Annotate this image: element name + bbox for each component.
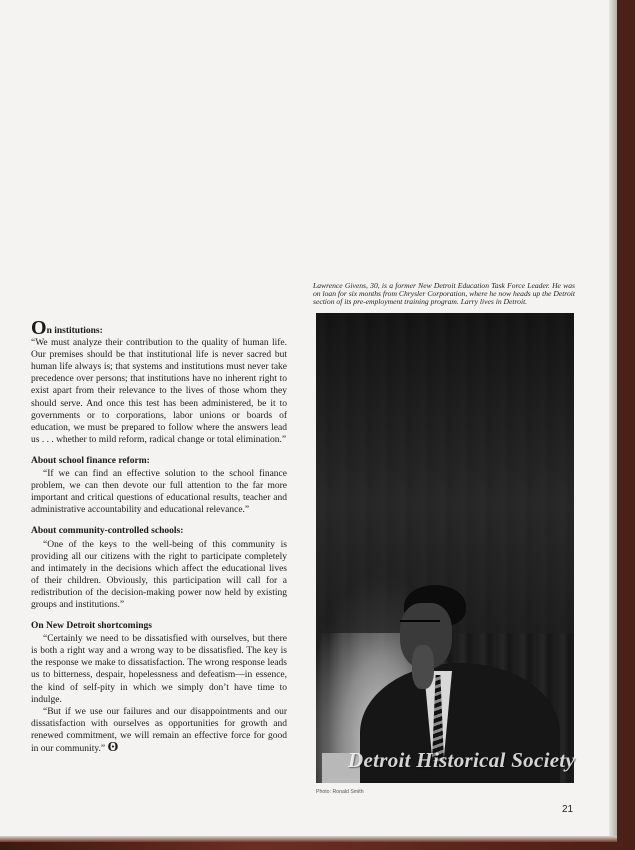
section-community-heading: About community-controlled schools: [31,526,184,537]
section-shortcomings-heading: On New Detroit shortcomings [31,621,152,632]
section-shortcomings-text-1: “Certainly we need to be dissatisfied with ourselves, but there is both a right way and a wrong way to be dissatisfied. The key is the response we make to dissatisfaction. The wrong response leads us to bitterness, despair, hopelessness and defeatism—in essence, the kind of self-pity in which we simply don’t have time to indulge. [31,634,287,705]
end-mark-icon: ʘ [107,740,119,755]
section-institutions-text: “We must analyze their contribution to the quality of human life. Our premises should be that institutional life is never sacred but human life always is; that systems and institutions must never take precedence over persons; that institutions have no inherent right to exist apart from their relevance to the lives of those whom they should serve. And once this test has been administered, be it to governments or to corporations, labor unions or boards of education, we must be prepared to follow where the answers lead us . . . whether to mild reform, radical change or total elimination.” [31,338,287,445]
page-bottom-edge [0,836,617,842]
photo-caption: Lawrence Givens, 30, is a former New Detroit Education Task Force Leader. He was on loan for six months from Chrysler Corporation, where he now heads up the Detroit section of its pre-employment training program. Larry lives in Detroit. [313,281,575,307]
page-number: 21 [562,804,574,815]
photo-subject-glasses [400,620,440,630]
section-finance-text: “If we can find an effective solution to the school finance problem, we can then devote our full attention to the far more important and critical questions of educational results, teacher and administrative accountability and educational relevance.” [31,469,287,516]
photo-subject-hand [412,645,434,689]
drop-cap: O [31,317,47,339]
portrait-photo [316,313,574,783]
section-community-text: “One of the keys to the well-being of this community is providing all our citizens with the right to participate completely and intimately in the decisions which affect the educational lives of their children. Obviously, this participation will call for a redistribution of the decision-making power now held by existing groups and institutions.” [31,539,287,610]
watermark: Detroit Historical Society [348,748,576,772]
section-shortcomings-text-2 [31,706,287,755]
section-heading: n institutions: [46,326,103,336]
article-text-column [31,317,287,755]
closing-quote-text: “But if we use our failures and our disappointments and our dissatisfaction with ourselves as opportunities for growth and renewed commitment, we will remain an effective force for good in our community.” [31,706,287,754]
photo-credit: Photo: Ronald Smith [316,789,364,795]
photo-background [316,313,574,633]
section-institutions-heading [31,317,287,339]
page-edge [609,0,617,836]
section-finance-heading: About school finance reform: [31,455,150,466]
